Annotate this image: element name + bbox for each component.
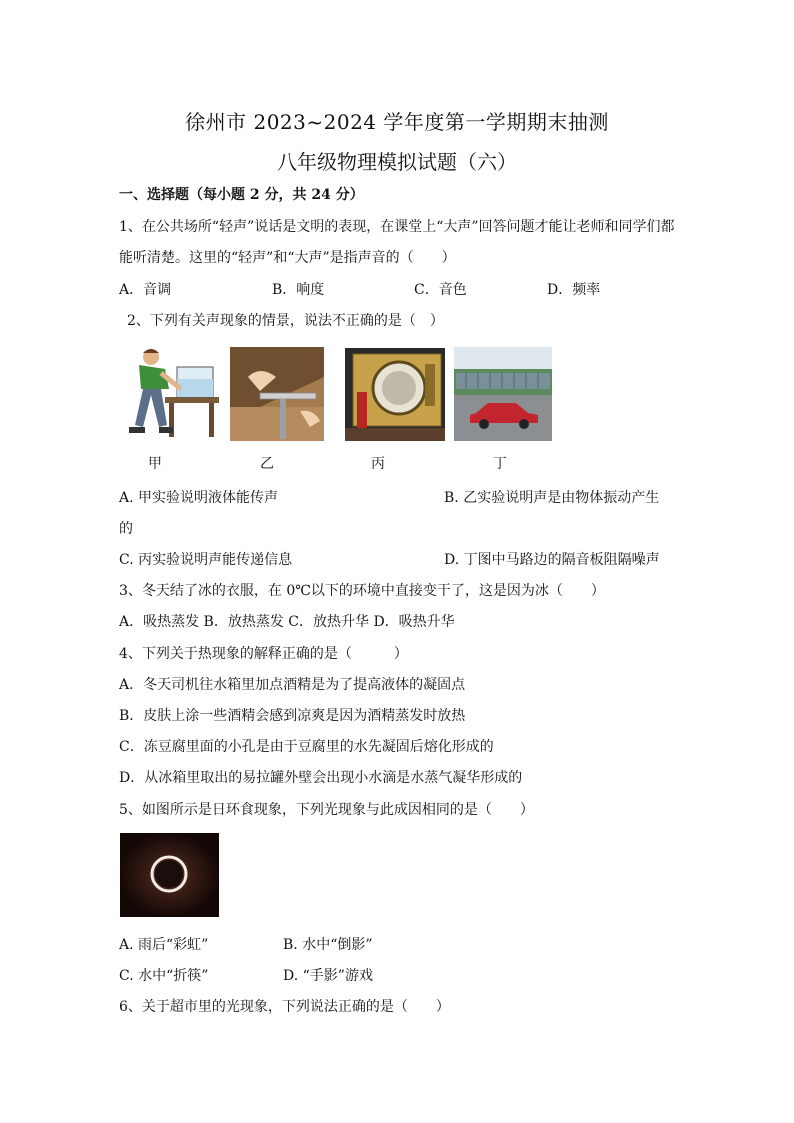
q4-option-a: A．冬天司机往水箱里加点酒精是为了提高液体的凝固点 bbox=[119, 677, 466, 693]
q4-option-d: D．从冰箱里取出的易拉罐外壁会出现小水滴是水蒸气凝华形成的 bbox=[119, 770, 523, 786]
q2-stem: 2、下列有关声现象的情景，说法不正确的是（ ） bbox=[127, 313, 444, 329]
figure-yi-vibration bbox=[230, 347, 324, 441]
q1-option-b: B．响度 bbox=[272, 282, 325, 298]
q6-stem: 6、关于超市里的光现象，下列说法正确的是（ ） bbox=[119, 999, 450, 1015]
q5-option-c: C. 水中“折筷” bbox=[119, 968, 209, 984]
q5-option-b: B. 水中“倒影” bbox=[283, 937, 373, 953]
figure-ding-noise-barrier bbox=[454, 347, 552, 441]
section-heading: 一、选择题（每小题 2 分，共 24 分） bbox=[119, 187, 364, 203]
q5-stem: 5、如图所示是日环食现象，下列光现象与此成因相同的是（ ） bbox=[119, 802, 534, 818]
annular-eclipse-photo bbox=[120, 833, 219, 917]
exam-subtitle: 八年级物理模拟试题（六） bbox=[277, 150, 517, 174]
q1-option-c: C．音色 bbox=[414, 282, 467, 298]
caption-bing: 丙 bbox=[371, 456, 385, 472]
q5-option-a: A. 雨后“彩虹” bbox=[119, 937, 209, 953]
caption-ding: 丁 bbox=[493, 456, 507, 472]
q3-options: A．吸热蒸发 B．放热蒸发 C．放热升华 D．吸热升华 bbox=[119, 614, 455, 630]
q1-stem-line1: 1、在公共场所“轻声”说话是文明的表现，在课堂上“大声”回答问题才能让老师和同学们都 bbox=[119, 219, 675, 235]
q1-stem-line2: 能听清楚。这里的“轻声”和“大声”是指声音的（ ） bbox=[119, 250, 456, 266]
figure-jia-liquid-sound bbox=[121, 345, 223, 441]
q1-option-a: A．音调 bbox=[119, 282, 172, 298]
q5-option-d: D. “手影”游戏 bbox=[283, 968, 373, 984]
q2-option-c: C. 丙实验说明声能传递信息 bbox=[119, 552, 293, 568]
figure-bing-ultrasonic bbox=[345, 348, 445, 441]
q1-option-d: D．频率 bbox=[547, 282, 601, 298]
q2-option-a: A. 甲实验说明液体能传声 bbox=[119, 490, 279, 506]
q3-stem: 3、冬天结了冰的衣服，在 0℃以下的环境中直接变干了，这是因为冰（ ） bbox=[119, 583, 605, 599]
q2-option-b: B. 乙实验说明声是由物体振动产生 bbox=[444, 490, 660, 506]
q2-option-d: D. 丁图中马路边的隔音板阻隔噪声 bbox=[444, 552, 660, 568]
q2-option-b-continued: 的 bbox=[119, 521, 133, 537]
q4-option-b: B．皮肤上涂一些酒精会感到凉爽是因为酒精蒸发时放热 bbox=[119, 708, 466, 724]
caption-yi: 乙 bbox=[260, 456, 274, 472]
q4-stem: 4、下列关于热现象的解释正确的是（ ） bbox=[119, 646, 408, 662]
exam-title: 徐州市 2023~2024 学年度第一学期期末抽测 bbox=[185, 110, 609, 134]
caption-jia: 甲 bbox=[148, 456, 162, 472]
q4-option-c: C．冻豆腐里面的小孔是由于豆腐里的水先凝固后熔化形成的 bbox=[119, 739, 494, 755]
